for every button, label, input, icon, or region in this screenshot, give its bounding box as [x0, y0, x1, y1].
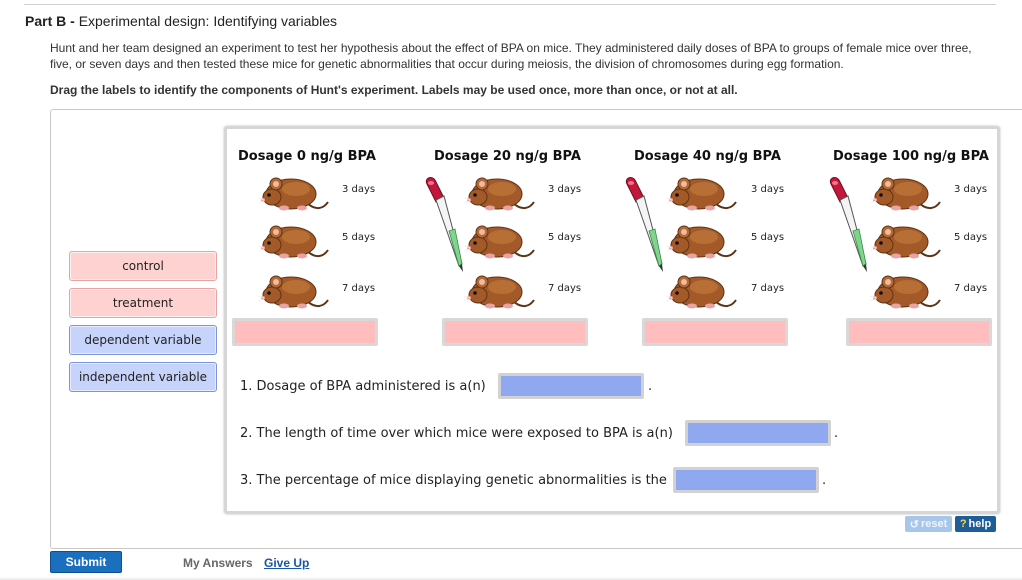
mouse-icon — [464, 172, 536, 214]
days-label: 7 days — [751, 283, 785, 294]
part-title — [25, 13, 337, 29]
days-label: 5 days — [548, 232, 582, 243]
reset-arrow-icon: ↺ — [909, 518, 919, 531]
days-label: 3 days — [751, 184, 785, 195]
drop-target-dose-40[interactable] — [642, 318, 788, 346]
help-button[interactable] — [955, 516, 996, 532]
reset-button[interactable] — [905, 516, 952, 532]
days-label: 5 days — [954, 232, 988, 243]
sentence-1: 1. Dosage of BPA administered is a(n) — [240, 379, 486, 394]
mouse-icon — [666, 172, 738, 214]
days-label: 5 days — [342, 232, 376, 243]
intro-paragraph: Hunt and her team designed an experiment to test her hypothesis about the effect of BPA on mice. They administered daily doses of BPA to groups of female mice over three, five, or seven days and then tested these mice for genetic abnormalities that occur during meiosis, the division of chromosomes during egg formation. — [50, 41, 972, 71]
days-label: 3 days — [342, 184, 376, 195]
label-independent-variable[interactable]: independent variable — [69, 362, 217, 392]
part-label: Part B — [25, 13, 67, 29]
sentence-2-period: . — [834, 426, 839, 441]
label-control[interactable]: control — [69, 251, 217, 281]
days-label: 5 days — [751, 232, 785, 243]
days-label: 7 days — [342, 283, 376, 294]
sentence-1-period: . — [648, 379, 653, 394]
dropper-icon — [622, 176, 668, 276]
days-label: 3 days — [954, 184, 988, 195]
mouse-icon — [258, 270, 330, 312]
top-divider — [24, 4, 996, 5]
mouse-icon — [258, 220, 330, 262]
mouse-icon — [870, 172, 942, 214]
reset-label: reset — [920, 518, 948, 530]
mouse-icon — [666, 270, 738, 312]
mouse-icon — [870, 270, 942, 312]
mouse-icon — [464, 220, 536, 262]
label-dependent-variable[interactable]: dependent variable — [69, 325, 217, 355]
question-mark-icon: ? — [959, 518, 967, 530]
sentence-3-period: . — [822, 473, 827, 488]
drop-target-dose-100[interactable] — [846, 318, 992, 346]
my-answers-label: My Answers — [183, 556, 253, 570]
give-up-link[interactable]: Give Up — [264, 556, 310, 570]
dropper-icon — [826, 176, 872, 276]
instruction-text: Drag the labels to identify the components of Hunt's experiment. Labels may be used once, more than once, or not at all. — [50, 83, 738, 97]
part-separator: - — [66, 13, 79, 29]
sentence-2: 2. The length of time over which mice were exposed to BPA is a(n) — [240, 426, 673, 441]
submit-button[interactable]: Submit — [50, 551, 122, 573]
dose-heading-100: Dosage 100 ng/g BPA — [833, 149, 989, 164]
days-label: 7 days — [548, 283, 582, 294]
dose-heading-20: Dosage 20 ng/g BPA — [434, 149, 581, 164]
mouse-icon — [258, 172, 330, 214]
dropper-icon — [422, 176, 468, 276]
part-title-text: Experimental design: Identifying variables — [78, 13, 338, 29]
drop-target-sentence-1[interactable] — [498, 373, 644, 399]
dose-heading-0: Dosage 0 ng/g BPA — [238, 149, 376, 164]
drop-target-dose-20[interactable] — [442, 318, 588, 346]
label-treatment[interactable]: treatment — [69, 288, 217, 318]
mouse-icon — [464, 270, 536, 312]
help-label: help — [968, 518, 992, 530]
mouse-icon — [666, 220, 738, 262]
drop-target-sentence-3[interactable] — [673, 467, 819, 493]
drop-target-sentence-2[interactable] — [685, 420, 831, 446]
drop-target-dose-0[interactable] — [232, 318, 378, 346]
days-label: 3 days — [548, 184, 582, 195]
sentence-3: 3. The percentage of mice displaying genetic abnormalities is the — [240, 473, 667, 488]
mouse-icon — [870, 220, 942, 262]
dose-heading-40: Dosage 40 ng/g BPA — [634, 149, 781, 164]
days-label: 7 days — [954, 283, 988, 294]
